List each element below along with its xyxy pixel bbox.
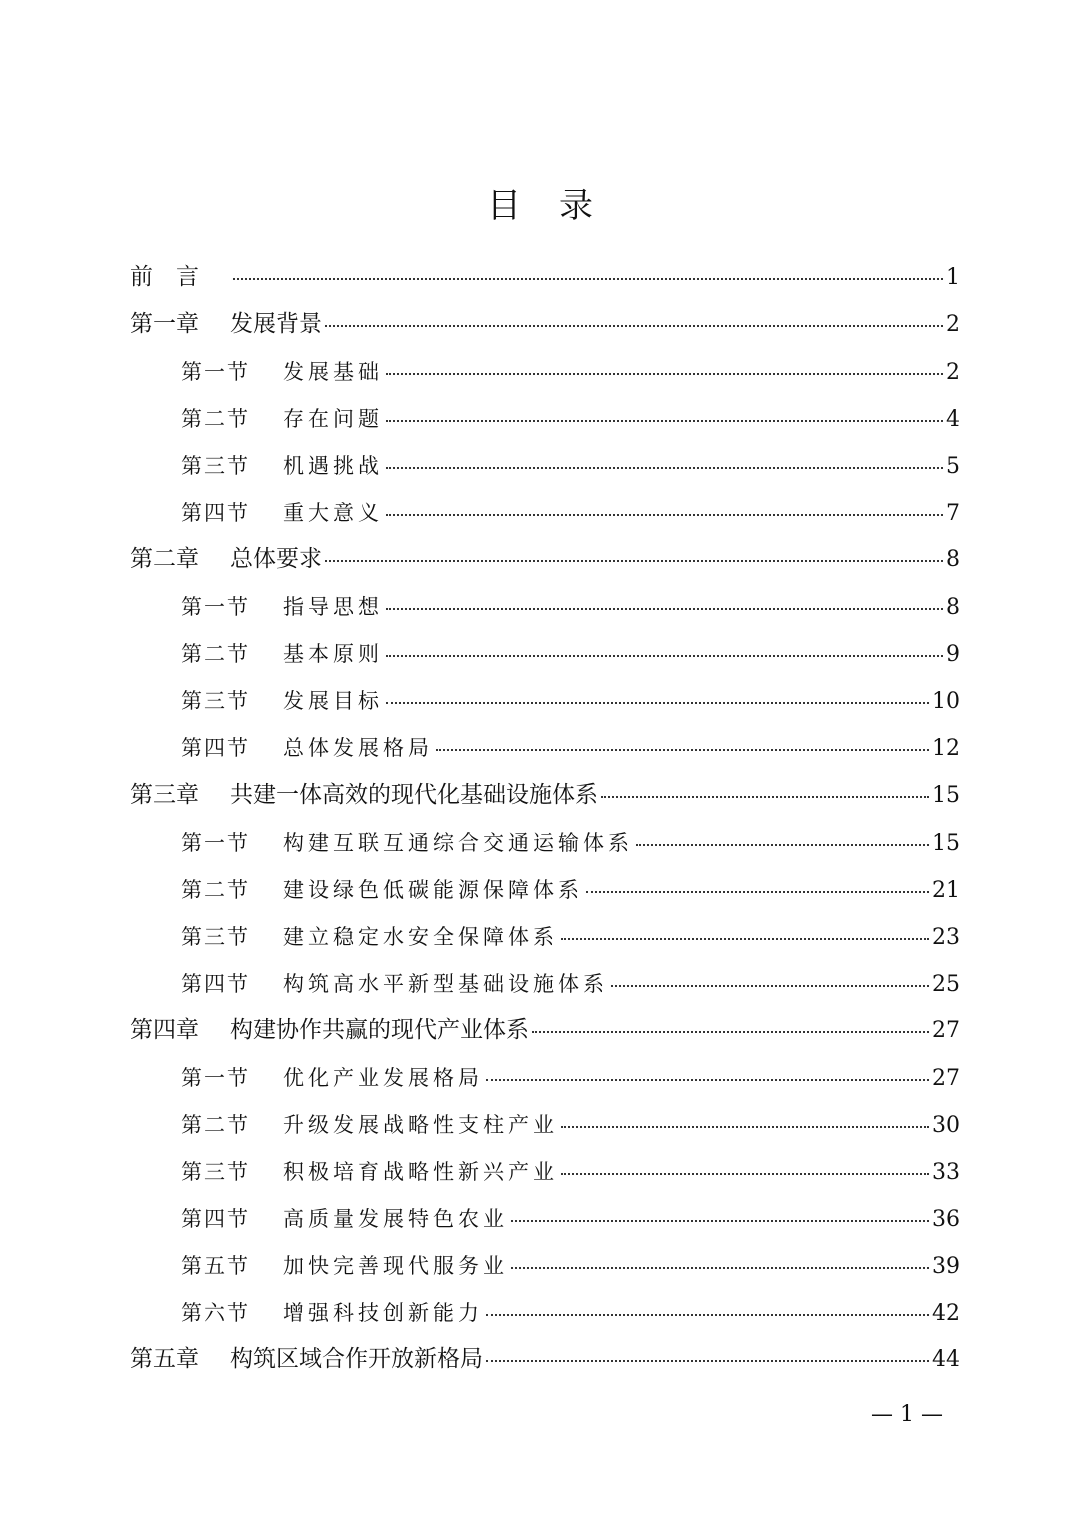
toc-entry-name: 构建协作共赢的现代产业体系 <box>230 1017 529 1043</box>
toc-entry-section[interactable] <box>181 1250 960 1280</box>
toc-entry-section[interactable] <box>181 1203 960 1233</box>
dot-leader <box>386 608 943 610</box>
toc-entry-label: 第二节 <box>181 407 250 431</box>
toc-entry-label: 第三节 <box>181 689 250 713</box>
toc-entry-section[interactable] <box>181 497 960 527</box>
toc-entry-page: 33 <box>932 1160 960 1185</box>
toc-entry-page: 2 <box>946 312 960 337</box>
toc-entry-page: 44 <box>932 1347 960 1372</box>
toc-entry-name: 指导思想 <box>283 595 383 619</box>
toc-entry-section[interactable] <box>181 450 960 480</box>
toc-entry-name: 增强科技创新能力 <box>283 1301 483 1325</box>
toc-entry-page: 8 <box>946 595 960 620</box>
page-title-char-1: 目 <box>487 186 521 226</box>
toc-entry-chapter-1[interactable] <box>130 305 960 335</box>
toc-entry-preface[interactable] <box>130 258 960 288</box>
toc-entry-name: 建立稳定水安全保障体系 <box>283 925 558 949</box>
toc-entry-label: 第五章 <box>130 1346 199 1372</box>
dot-leader <box>561 1173 929 1175</box>
toc-entry-section[interactable] <box>181 403 960 433</box>
toc-entry-name: 机遇挑战 <box>283 454 383 478</box>
toc-entry-label: 第三节 <box>181 925 250 949</box>
dot-leader <box>532 1031 929 1033</box>
toc-entry-section[interactable] <box>181 356 960 386</box>
toc-entry-name: 构筑高水平新型基础设施体系 <box>283 972 608 996</box>
dot-leader <box>511 1220 929 1222</box>
toc-entry-name: 发展基础 <box>283 360 383 384</box>
toc-entry-page: 30 <box>932 1113 960 1138</box>
toc-entry-page: 42 <box>932 1301 960 1326</box>
dot-leader <box>586 891 929 893</box>
toc-entry-label: 第一章 <box>130 311 199 337</box>
toc-entry-label: 第一节 <box>181 595 250 619</box>
toc-entry-label: 第二章 <box>130 546 199 572</box>
dot-leader <box>386 514 943 516</box>
toc-entry-section[interactable] <box>181 591 960 621</box>
toc-entry-name: 总体发展格局 <box>283 736 433 760</box>
dot-leader <box>611 985 929 987</box>
toc-entry-page: 4 <box>946 407 960 432</box>
toc-entry-section[interactable] <box>181 1109 960 1139</box>
toc-entry-name: 总体要求 <box>230 546 322 572</box>
toc-entry-section[interactable] <box>181 1297 960 1327</box>
toc-entry-section[interactable] <box>181 921 960 951</box>
toc-entry-label: 第三节 <box>181 454 250 478</box>
toc-entry-label: 第四章 <box>130 1017 199 1043</box>
toc-entry-chapter-2[interactable] <box>130 540 960 570</box>
toc-entry-label: 第四节 <box>181 736 250 760</box>
toc-entry-name: 建设绿色低碳能源保障体系 <box>283 878 583 902</box>
toc-entry-label: 第一节 <box>181 831 250 855</box>
toc-entry-page: 27 <box>932 1066 960 1091</box>
toc-entry-name: 共建一体高效的现代化基础设施体系 <box>230 782 598 808</box>
toc-entry-name: 加快完善现代服务业 <box>283 1254 508 1278</box>
page-number-footer: — 1 — <box>871 1402 943 1427</box>
toc-entry-label: 第四节 <box>181 1207 250 1231</box>
dot-leader <box>386 702 929 704</box>
toc-entry-label: 第二节 <box>181 642 250 666</box>
toc-entry-name: 发展目标 <box>283 689 383 713</box>
dot-leader <box>486 1360 929 1362</box>
toc-entry-label: 第二节 <box>181 878 250 902</box>
toc-entry-page: 9 <box>946 642 960 667</box>
toc-entry-name: 升级发展战略性支柱产业 <box>283 1113 558 1137</box>
toc-entry-page: 15 <box>932 831 960 856</box>
toc-entry-page: 7 <box>946 501 960 526</box>
toc-entry-page: 39 <box>932 1254 960 1279</box>
toc-entry-section[interactable] <box>181 638 960 668</box>
toc-entry-section[interactable] <box>181 827 960 857</box>
toc-entry-name: 高质量发展特色农业 <box>283 1207 508 1231</box>
toc-entry-label: 第二节 <box>181 1113 250 1137</box>
dot-leader <box>325 325 943 327</box>
dot-leader <box>486 1314 929 1316</box>
toc-entry-section[interactable] <box>181 1156 960 1186</box>
toc-entry-label: 第四节 <box>181 972 250 996</box>
toc-entry-page: 10 <box>932 689 960 714</box>
dot-leader <box>386 467 943 469</box>
toc-entry-page: 36 <box>932 1207 960 1232</box>
dot-leader <box>386 420 943 422</box>
dot-leader <box>511 1267 929 1269</box>
toc-entry-page: 27 <box>932 1018 960 1043</box>
toc-entry-section[interactable] <box>181 874 960 904</box>
toc-entry-page: 1 <box>946 265 960 290</box>
toc-entry-section[interactable] <box>181 968 960 998</box>
toc-entry-section[interactable] <box>181 685 960 715</box>
toc-entry-label: 第三章 <box>130 782 199 808</box>
toc-entry-chapter-5[interactable] <box>130 1340 960 1370</box>
toc-entry-name: 构筑区域合作开放新格局 <box>230 1346 483 1372</box>
dot-leader <box>325 560 943 562</box>
toc-entry-chapter-3[interactable] <box>130 776 960 806</box>
toc-entry-page: 25 <box>932 972 960 997</box>
toc-entry-name: 优化产业发展格局 <box>283 1066 483 1090</box>
toc-entry-label: 第一节 <box>181 1066 250 1090</box>
dot-leader <box>436 749 929 751</box>
toc-entry-page: 8 <box>946 547 960 572</box>
toc-entry-label: 第三节 <box>181 1160 250 1184</box>
toc-entry-label: 前 言 <box>130 264 199 290</box>
page-title-char-2: 录 <box>559 186 593 226</box>
dot-leader <box>386 655 943 657</box>
toc-entry-label: 第一节 <box>181 360 250 384</box>
toc-entry-name: 存在问题 <box>283 407 383 431</box>
page-title <box>0 178 1080 227</box>
toc-entry-page: 2 <box>946 360 960 385</box>
toc-entry-name: 积极培育战略性新兴产业 <box>283 1160 558 1184</box>
toc-entry-name: 重大意义 <box>283 501 383 525</box>
toc-entry-label: 第五节 <box>181 1254 250 1278</box>
dot-leader <box>386 373 943 375</box>
toc-entry-page: 23 <box>932 925 960 950</box>
toc-entry-page: 5 <box>946 454 960 479</box>
toc-entry-section[interactable] <box>181 732 960 762</box>
toc-entry-page: 15 <box>932 783 960 808</box>
toc-entry-label: 第四节 <box>181 501 250 525</box>
dot-leader <box>636 844 929 846</box>
toc-entry-name: 构建互联互通综合交通运输体系 <box>283 831 633 855</box>
dot-leader <box>486 1079 929 1081</box>
dot-leader <box>561 938 929 940</box>
toc-entry-section[interactable] <box>181 1062 960 1092</box>
toc-entry-page: 21 <box>932 878 960 903</box>
dot-leader <box>561 1126 929 1128</box>
toc-entry-name: 基本原则 <box>283 642 383 666</box>
toc-entry-chapter-4[interactable] <box>130 1011 960 1041</box>
toc-entry-name: 发展背景 <box>230 311 322 337</box>
toc-entry-label: 第六节 <box>181 1301 250 1325</box>
toc-entry-page: 12 <box>932 736 960 761</box>
dot-leader <box>233 278 943 280</box>
dot-leader <box>601 796 929 798</box>
